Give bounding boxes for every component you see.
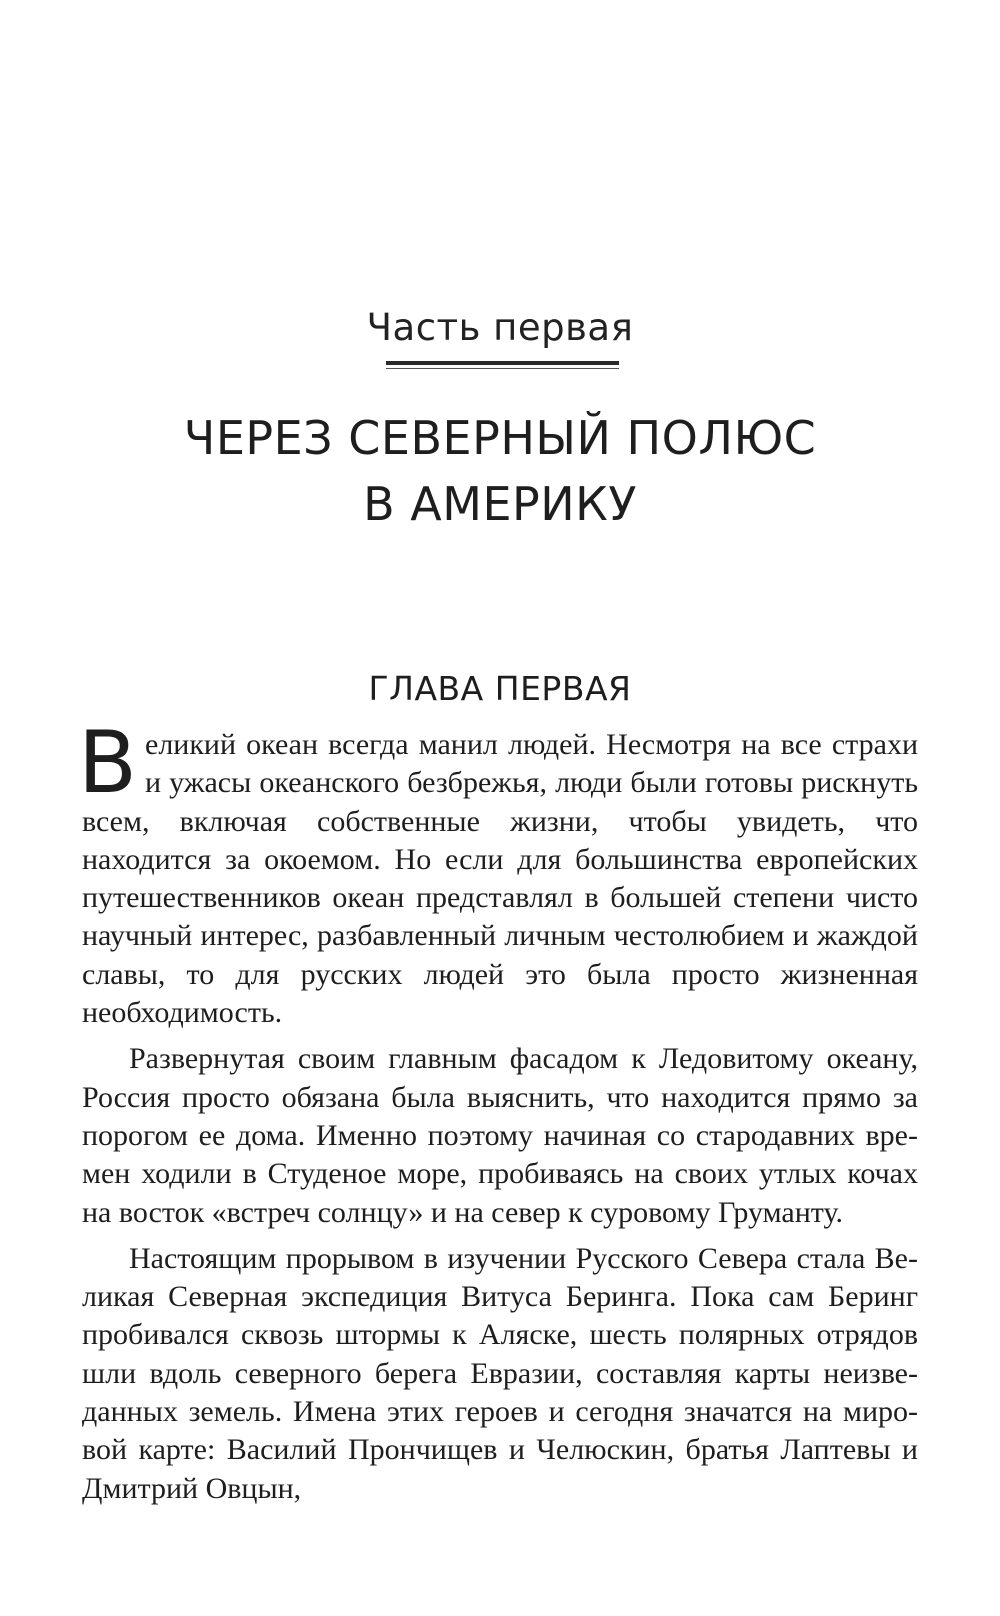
part-rule-thick: [386, 361, 619, 365]
paragraph-1-text: еликий океан всегда манил людей. Несмотря на все страхи и ужасы океанского безбрежья, люди были готовы рискнуть всем, включая собственные жизни, чтобы увидеть, что находится за окоемом. Но если для большинства европейских путешественников океан представлял в большей степени чисто научный интерес, разбавленный личным честолюбием и жаждой славы, то для русских людей это была просто жизненная необходимость.: [82, 728, 918, 1030]
part-label: Часть первая: [366, 306, 634, 349]
drop-cap: В: [78, 713, 137, 813]
paragraph-1: [78, 713, 918, 1032]
body-text: [78, 713, 918, 1516]
part-rule-thin: [386, 368, 619, 369]
part-title-line-1: ЧЕРЕЗ СЕВЕРНЫЙ ПОЛЮС: [183, 411, 817, 465]
chapter-title: ГЛАВА ПЕРВАЯ: [368, 669, 632, 708]
part-title: [0, 405, 1000, 537]
paragraph-2: Развернутая своим главным фасадом к Ледовитому океану, Россия просто обязана была выяснить, что находится прямо за порогом ее дома. Именно поэтому начиная со стародавних времен ходили в Студеное море, пробиваясь на своих утлых кочах на восток «встреч солнцу» и на север к суровому Груманту.: [82, 1042, 918, 1229]
part-title-line-2: В АМЕРИКУ: [363, 477, 637, 531]
paragraph-3: Настоящим прорывом в изучении Русского Севера стала Великая Северная экспедиция Витуса Беринга. Пока сам Беринг пробивался сквозь штормы к Аляске, шесть полярных отрядов шли вдоль северного берега Евразии, составляя карты неизведанных земель. Имена этих героев и сегодня значатся на мировой карте: Василий Прончищев и Челюскин, братья Лаптевы и Дмитрий Овцын,: [82, 1241, 918, 1505]
